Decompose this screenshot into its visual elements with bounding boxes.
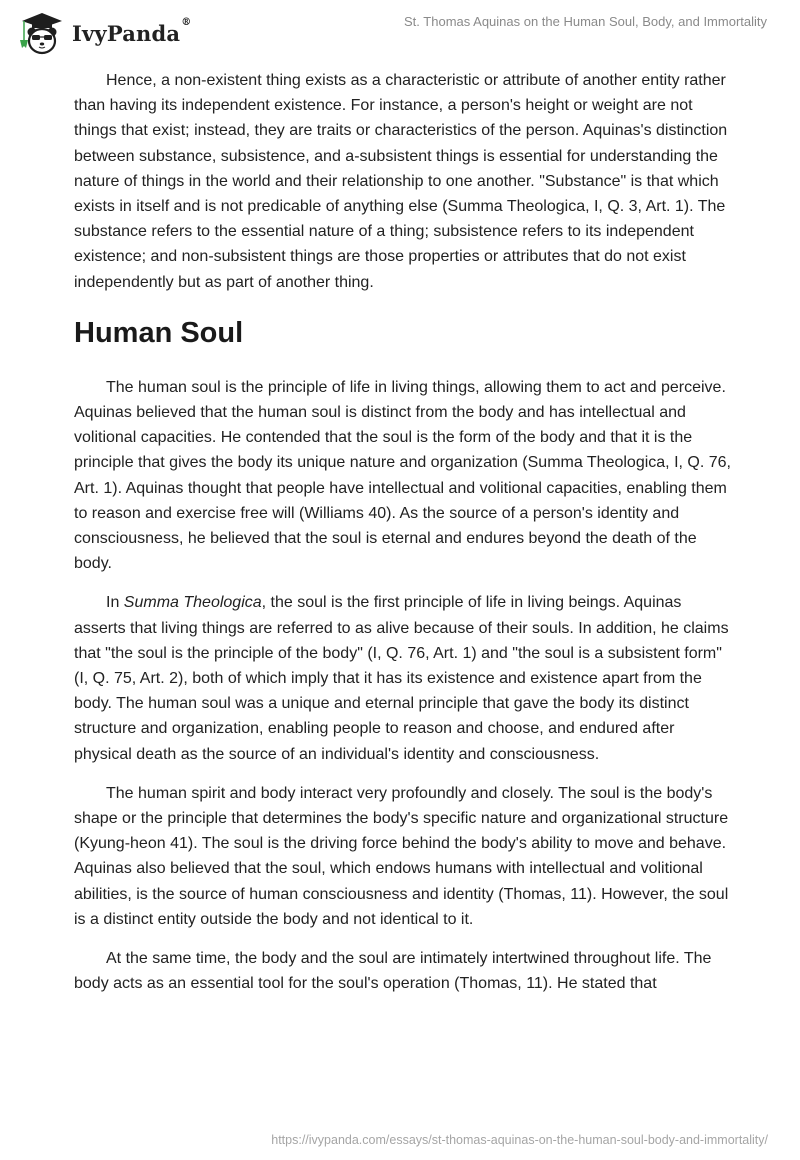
page-header [0,0,800,60]
panda-graduate-icon [18,10,66,56]
summa-theologica-title: Summa Theologica [123,594,262,612]
essay-body [74,68,734,1011]
paragraph-2-prefix: In [106,594,124,612]
document-title: St. Thomas Aquinas on the Human Soul, Body, and Immortality [404,14,767,29]
paragraph-2-rest: , the soul is the first principle of life in living beings. Aquinas asserts that living things are referred to as alive because of their souls. In addition, he claims that "the soul is the principle of the body" (I, Q. 76, Art. 1) and "the soul is a subsistent form" (I, Q. 75, Art. 2), both of which imply that it has its existence and existence apart from the body. The human soul was a unique and eternal principle that gave the body its distinct structure and organization, enabling people to reason and choose, and endured after physical death as the source of an individual's identity and consciousness. [74,594,729,763]
source-url-link[interactable]: https://ivypanda.com/essays/st-thomas-aquinas-on-the-human-soul-body-and-immortality/ [271,1133,768,1147]
intro-paragraph: Hence, a non-existent thing exists as a characteristic or attribute of another entity rather than having its independent existence. For instance, a person's height or weight are not things that exist; instead, they are traits or characteristics of the person. Aquinas's distinction between substance, subsistence, and a-subsistent things is essential for understanding the nature of things in the world and their relationship to one another. "Substance" is that which exists in itself and is not predicable of anything else (Summa Theologica, I, Q. 3, Art. 1). The substance refers to the essential nature of a thing; subsistence refers to its independent existence; and non-subsistent things are those properties or attributes that do not exist independently but as part of another thing. [74,72,728,291]
paragraph-3: The human spirit and body interact very profoundly and closely. The soul is the body's shape or the principle that determines the body's specific nature and organizational structure (Kyung-heon 41). The soul is the driving force behind the body's ability to move and behave. Aquinas also believed that the soul, which endows humans with intellectual and volitional abilities, is the source of human consciousness and identity (Thomas, 11). However, the soul is a distinct entity outside the body and not identical to it. [74,784,729,928]
registered-mark: ® [181,16,192,28]
paragraph-2 [74,590,734,766]
paragraph-4: At the same time, the body and the soul are intimately intertwined throughout life. The body acts as an essential tool for the soul's operation (Thomas, 11). He stated that [74,950,712,993]
paragraph-1: The human soul is the principle of life in living things, allowing them to act and perceive. Aquinas believed that the human soul is distinct from the body and has intellectual and volitional capacities. He contended that the soul is the form of the body and that it is the principle that gives the body its unique nature and organization (Summa Theologica, I, Q. 76, Art. 1). Aquinas thought that people have intellectual and volitional capacities, enabling them to reason and exercise free will (Williams 40). As the source of a person's identity and consciousness, he believed that the soul is eternal and endures beyond the death of the body. [74,378,731,573]
brand-name: IvyPanda® [72,16,192,46]
section-heading-human-soul: Human Soul [74,316,244,349]
ivypanda-logo[interactable] [18,10,191,56]
